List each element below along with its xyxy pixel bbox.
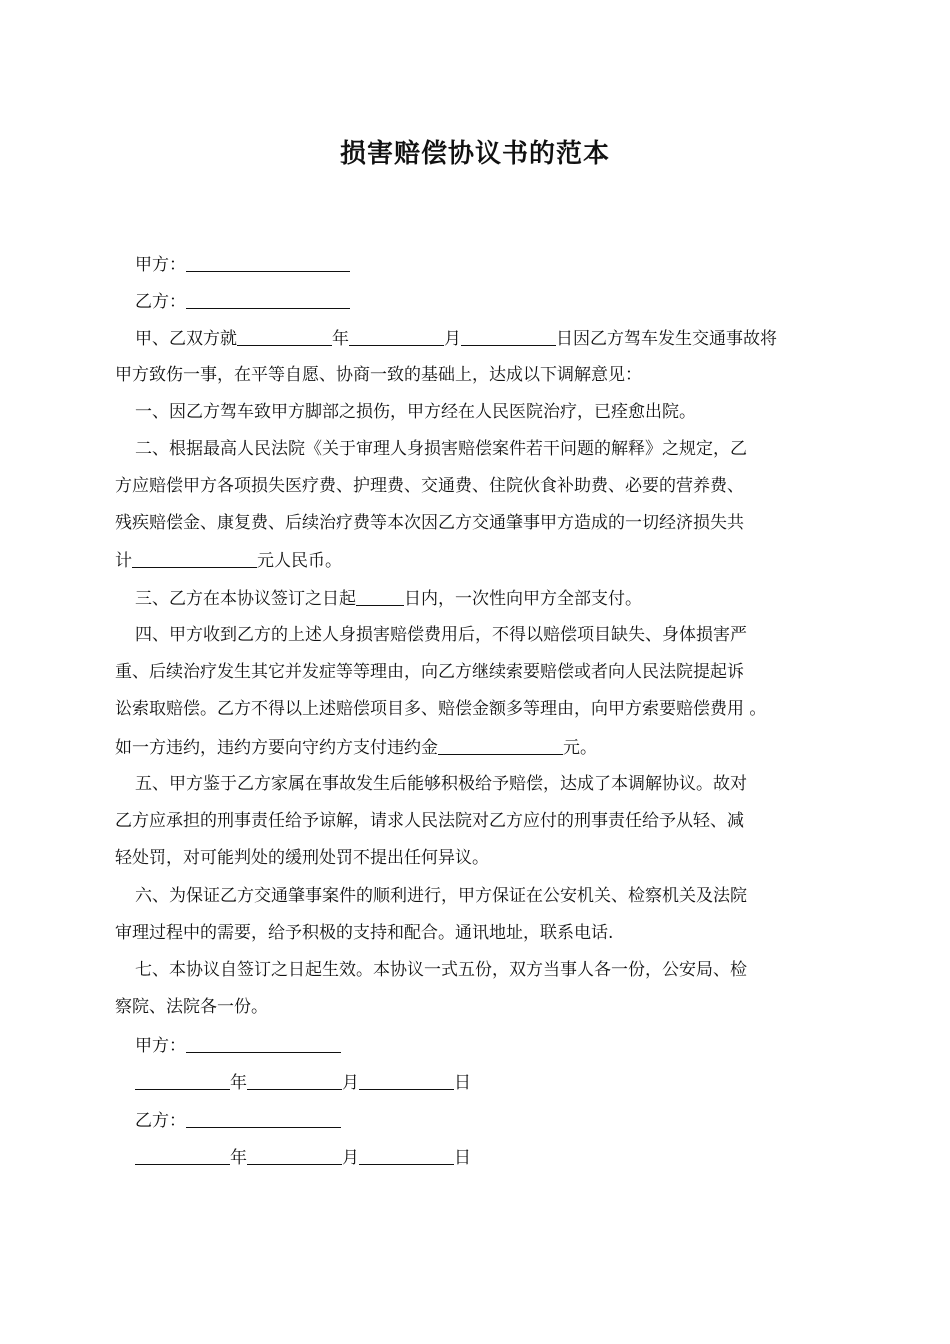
signature-party-b-blank[interactable] <box>186 1109 341 1128</box>
clause-7-line-1: 七、本协议自签订之日起生效。本协议一式五份，双方当事人各一份，公安局、检 <box>135 960 747 980</box>
clause-2-currency: 元人民币。 <box>257 551 342 571</box>
signature-party-a-blank[interactable] <box>186 1034 341 1053</box>
date-b-year-blank[interactable] <box>135 1146 230 1165</box>
clause-4-line-4 <box>115 736 597 759</box>
signature-party-b <box>135 1109 341 1132</box>
clause-3-start: 三、乙方在本协议签订之日起 <box>135 589 356 609</box>
clause-1: 一、因乙方驾车致甲方脚部之损伤，甲方经在人民医院治疗，已痊愈出院。 <box>135 402 696 422</box>
clause-5-line-1: 五、甲方鉴于乙方家属在事故发生后能够积极给予赔偿，达成了本调解协议。故对 <box>135 774 747 794</box>
date-b-month-label: 月 <box>342 1148 359 1168</box>
penalty-label: 如一方违约，违约方要向守约方支付违约金 <box>115 738 438 758</box>
intro-start: 甲、乙双方就 <box>135 329 237 349</box>
date-a-day-blank[interactable] <box>359 1071 454 1090</box>
party-b-blank[interactable] <box>186 290 350 309</box>
clause-4-line-1: 四、甲方收到乙方的上述人身损害赔偿费用后，不得以赔偿项目缺失、身体损害严 <box>135 625 747 645</box>
date-b-month-blank[interactable] <box>247 1146 342 1165</box>
clause-5-line-3: 轻处罚，对可能判处的缓刑处罚不提出任何异议。 <box>115 848 489 868</box>
penalty-amount-blank[interactable] <box>438 736 563 755</box>
party-a-blank[interactable] <box>186 253 350 272</box>
intro-end: 日因乙方驾车发生交通事故将 <box>556 329 777 349</box>
clause-2-line-2: 方应赔偿甲方各项损失医疗费、护理费、交通费、住院伙食补助费、必要的营养费、 <box>115 476 744 496</box>
date-b-year-label: 年 <box>230 1148 247 1168</box>
party-b-label: 乙方： <box>135 292 186 312</box>
clause-4-line-3: 讼索取赔偿。乙方不得以上述赔偿项目多、赔偿金额多等理由，向甲方索要赔偿费用 。 <box>115 699 767 719</box>
date-a-year-blank[interactable] <box>135 1071 230 1090</box>
intro-line-2: 甲方致伤一事，在平等自愿、协商一致的基础上，达成以下调解意见： <box>115 365 642 385</box>
clause-4-line-2: 重、后续治疗发生其它并发症等等理由，向乙方继续索要赔偿或者向人民法院提起诉 <box>115 662 744 682</box>
party-a-line <box>135 253 350 276</box>
date-party-b <box>135 1146 471 1169</box>
clause-2-line-3: 残疾赔偿金、康复费、后续治疗费等本次因乙方交通肇事甲方造成的一切经济损失共 <box>115 513 744 533</box>
clause-2-line-4 <box>115 549 342 572</box>
date-a-year-label: 年 <box>230 1073 247 1093</box>
month-label: 月 <box>444 329 461 349</box>
signature-party-b-label: 乙方： <box>135 1111 186 1131</box>
clause-3 <box>135 587 642 610</box>
accident-year-blank[interactable] <box>237 327 332 346</box>
date-a-month-label: 月 <box>342 1073 359 1093</box>
date-b-day-blank[interactable] <box>359 1146 454 1165</box>
signature-party-a <box>135 1034 341 1057</box>
date-a-month-blank[interactable] <box>247 1071 342 1090</box>
clause-7-line-2: 察院、法院各一份。 <box>115 997 268 1017</box>
clause-2-total-label: 计 <box>115 551 132 571</box>
date-party-a <box>135 1071 471 1094</box>
accident-month-blank[interactable] <box>349 327 444 346</box>
clause-6-line-2: 审理过程中的需要，给予积极的支持和配合。通讯地址，联系电话. <box>115 923 614 943</box>
party-b-line <box>135 290 350 313</box>
penalty-unit: 元。 <box>563 738 597 758</box>
clause-5-line-2: 乙方应承担的刑事责任给予谅解，请求人民法院对乙方应付的刑事责任给予从轻、减 <box>115 811 744 831</box>
date-b-day-label: 日 <box>454 1148 471 1168</box>
year-label: 年 <box>332 329 349 349</box>
compensation-amount-blank[interactable] <box>132 549 257 568</box>
payment-days-blank[interactable] <box>356 587 404 606</box>
signature-party-a-label: 甲方： <box>135 1036 186 1056</box>
intro-line-1 <box>135 327 777 350</box>
clause-2-line-1: 二、根据最高人民法院《关于审理人身损害赔偿案件若干问题的解释》之规定，乙 <box>135 439 747 459</box>
date-a-day-label: 日 <box>454 1073 471 1093</box>
party-a-label: 甲方： <box>135 255 186 275</box>
clause-3-end: 日内，一次性向甲方全部支付。 <box>404 589 642 609</box>
document-title: 损害赔偿协议书的范本 <box>339 139 610 169</box>
accident-day-blank[interactable] <box>461 327 556 346</box>
clause-6-line-1: 六、为保证乙方交通肇事案件的顺利进行，甲方保证在公安机关、检察机关及法院 <box>135 886 747 906</box>
